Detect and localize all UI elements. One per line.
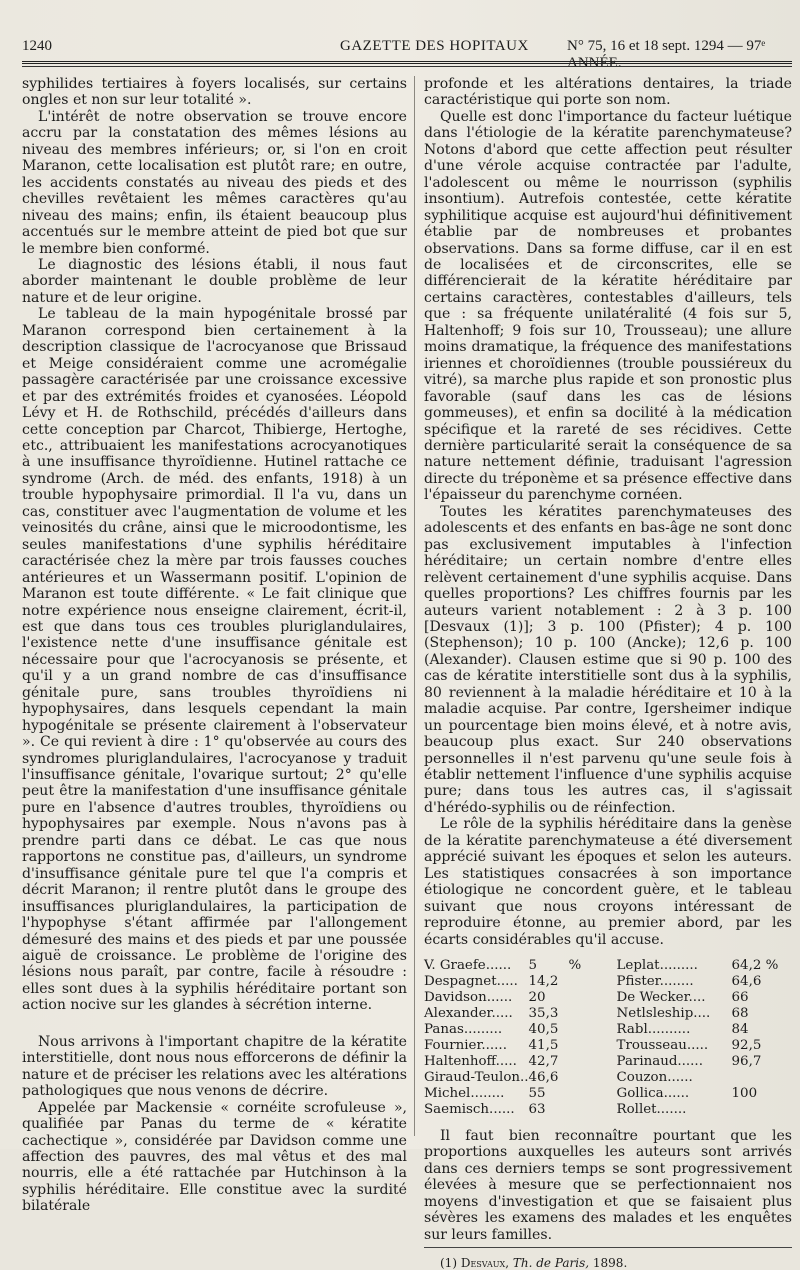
journal-title: GAZETTE DES HOPITAUX bbox=[340, 38, 529, 54]
unit-cell bbox=[569, 1070, 617, 1086]
unit-cell bbox=[569, 1006, 617, 1022]
percentage-cell: 46,6 bbox=[528, 1070, 559, 1086]
table-row bbox=[424, 974, 792, 990]
author-name-cell: Pfister........ bbox=[616, 974, 694, 990]
percentage-cell: 64,6 bbox=[731, 974, 762, 990]
author-name-cell: Despagnet..... bbox=[424, 974, 518, 990]
paragraph: Le diagnostic des lésions établi, il nous faut aborder maintenant le double problème de leur nature et de leur origine. bbox=[22, 256, 407, 306]
author-name-cell: Fournier...... bbox=[424, 1038, 507, 1054]
percentage-cell bbox=[732, 1070, 792, 1086]
paragraph: Le tableau de la main hypogénitale brossé par Maranon correspond bien certainement à la description classique de l'acrocyanose que Brissaud et Meige considéraient comme une acromégalie passagère caractérisée par une croissance excessive et par des extrémités froides et cyanosées. Léopold Lévy et H. de Rothschild, précédés d'ailleurs dans cette conception par Charcot, Thibierge, Hertoghe, etc., attribuaient les manifestations acrocyanotiques à une insuffisance thyroïdienne. Hutinel rattache ce syndrome (Arch. de méd. des enfants, 1918) à un trouble hypophysaire primordial. Il l'a vu, dans un cas, constituer avec l'augmentation de volume et les veinosités du crâne, ainsi que le microodontisme, les seules manifestations d'une syphilis héréditaire caractérisée chez la mère par trois fausses couches antérieures et un Wassermann positif. L'opinion de Maranon est toute différente. « Le fait clinique que notre expérience nous enseigne clairement, écrit-il, est que dans tous ces troubles pluriglandulaires, l'existence nette d'une insuffisance génitale est nécessaire pour que l'acrocyanosis se présente, et qu'il y a un grand nombre de cas d'insuffisance génitale pure, sans troubles thyroïdiens ni hypophysaires, dans lesquels cependant la main hypogénitale se présente clairement à l'observateur ». Ce qui revient à dire : 1° qu'observée au cours des syndromes pluriglandulaires, l'acrocyanose y traduit l'insuffisance génitale, l'ovarique surtout; 2° qu'elle peut être la manifestation d'une insuffisance génitale pure en l'absence d'autres troubles, thyroïdiens ou hypophysaires par exemple. Nous n'avons pas à prendre parti dans ce débat. Le cas que nous rapportons ne constitue pas, d'ailleurs, un syndrome d'insuffisance génitale pure tel que l'a compris et décrit Maranon; il rentre plutôt dans le groupe des insuffisances pluriglandulaires, la participation de l'hypophyse s'étant affirmée par l'allongement démesuré des mains et des pieds et par une poussée aiguë de croissance. Le problème de l'origine des lésions nous paraît, par contre, facile à résoudre : elles sont dues à la syphilis héréditaire portant son action nocive sur les glandes à sécrétion interne. bbox=[22, 306, 407, 1014]
paragraph: Toutes les kératites parenchymateuses des adolescents et des enfants en bas-âge ne sont donc pas exclusivement imputables à l'infection héréditaire; un certain nombre d'entre elles relèvent certainement d'une syphilis acquise. Dans quelles proportions? Les chiffres fournis par les auteurs varient notablement : 2 à 3 p. 100 [Desvaux (1)]; 3 p. 100 (Pfister); 4 p. 100 (Stephenson); 10 p. 100 (Ancke); 12,6 p. 100 (Alexander). Clausen estime que si 90 p. 100 des cas de kératite interstitielle sont dus à la syphilis, 80 reviennent à la maladie héréditaire et 10 à la maladie acquise. Par contre, Igersheimer indique un pourcentage bien moins élevé, et à notre avis, beaucoup plus exact. Sur 240 observations personnelles il n'est parvenu qu'une seule fois à établir nettement l'influence d'une syphilis acquise pure; dans tous les autres cas, il s'agissait d'hérédo-syphilis ou de réinfection. bbox=[424, 503, 792, 816]
section-gap bbox=[22, 1014, 407, 1034]
table-row bbox=[424, 1022, 792, 1038]
percentage-cell: 68 bbox=[731, 1006, 749, 1022]
percentage-cell bbox=[732, 1102, 792, 1118]
page-header bbox=[22, 38, 792, 71]
unit-cell bbox=[569, 1022, 617, 1038]
paragraph: Nous arrivons à l'important chapitre de la kératite interstitielle, dont nous nous efforcerons de définir la nature et de préciser les relations avec les altérations pathologiques que nous venons de décrire. bbox=[22, 1033, 407, 1100]
paragraph: Le rôle de la syphilis héréditaire dans la genèse de la kératite parenchymateuse a été diversement apprécié suivant les époques et selon les auteurs. Les statistiques consacrées à son importance étiologique ne concordent guère, et le tableau suivant que nous croyons intéressant de reproduire étonne, au premier abord, par les écarts considérables qu'il accuse. bbox=[424, 816, 792, 948]
paragraph: L'intérêt de notre observation se trouve encore accru par la constatation des mêmes lésions au niveau des membres inférieurs; or, si l'on en croit Maranon, cette localisation est plutôt rare; en outre, les accidents constatés au niveau des pieds et des chevilles revêtaient les mêmes caractères qu'au niveau des mains; enfin, ils étaient beaucoup plus accentués sur le membre atteint de pied bot que sur le membre bien conformé. bbox=[22, 108, 407, 257]
author-name-cell: Alexander..... bbox=[424, 1006, 513, 1022]
author-name-cell: De Wecker.... bbox=[616, 990, 706, 1006]
footnote-author: Desvaux, bbox=[460, 1256, 510, 1270]
percentage-cell: 96,7 bbox=[731, 1054, 762, 1070]
table-row bbox=[424, 1054, 792, 1070]
unit-cell bbox=[569, 974, 617, 990]
table-row bbox=[424, 958, 792, 974]
paragraph: syphilides tertiaires à foyers localisés, sur certains ongles et non sur leur totalité ». bbox=[22, 76, 407, 109]
author-name-cell: Davidson...... bbox=[424, 990, 513, 1006]
author-name-cell: Leplat......... bbox=[616, 958, 698, 974]
paragraph: Il faut bien reconnaître pourtant que les proportions auxquelles les auteurs sont arrivés dans ces derniers temps se sont progressivement élevées à mesure que se perfectionnaient nos moyens d'investigation et que se faisaient plus sévères les examens des malades et les enquêtes sur leurs familles. bbox=[424, 1128, 792, 1243]
header-rule bbox=[22, 61, 792, 64]
table-row bbox=[424, 1038, 792, 1054]
author-name-cell: Rabl.......... bbox=[616, 1022, 691, 1038]
footnote-year: 1898. bbox=[592, 1256, 628, 1270]
footnote-source: Th. de Paris, bbox=[512, 1256, 590, 1270]
author-name-cell: Haltenhoff..... bbox=[424, 1054, 517, 1070]
table-row bbox=[424, 990, 792, 1006]
author-name-cell: Parinaud...... bbox=[616, 1054, 703, 1070]
percentage-cell: 14,2 bbox=[528, 974, 559, 990]
percentage-cell: 5 bbox=[528, 958, 538, 974]
percentage-cell: 42,7 bbox=[528, 1054, 559, 1070]
table-row bbox=[424, 1006, 792, 1022]
unit-cell bbox=[569, 990, 617, 1006]
table-row bbox=[424, 1070, 792, 1086]
percentage-cell: 20 bbox=[528, 990, 546, 1006]
footnote-marker: (1) bbox=[440, 1256, 457, 1270]
issue-info: N° 75, 16 et 18 sept. 1294 — 97ᵉ ANNÉE. bbox=[567, 38, 766, 71]
author-name-cell: Netlsleship.... bbox=[616, 1006, 711, 1022]
column-divider bbox=[414, 76, 415, 1136]
percentage-cell: 63 bbox=[528, 1102, 546, 1118]
author-name-cell: Michel........ bbox=[424, 1086, 505, 1102]
paragraph: Appelée par Mackensie « cornéite scrofuleuse », qualifiée par Panas du terme de « kératite cachectique », considérée par Davidson comme une affection des pauvres, des mal vêtus et des mal nourris, elle a été rattachée par Hutchinson à la syphilis héréditaire. Elle constitue avec la surdité bilatérale bbox=[22, 1099, 407, 1215]
percentage-cell: 64,2 % bbox=[731, 958, 779, 974]
author-name-cell: Rollet....... bbox=[616, 1102, 687, 1118]
percentage-cell: 66 bbox=[731, 990, 749, 1006]
author-name-cell: Giraud-Teulon.. bbox=[424, 1070, 529, 1086]
unit-cell bbox=[569, 1086, 617, 1102]
footnote-rule bbox=[424, 1247, 792, 1248]
left-column bbox=[22, 76, 407, 1215]
unit-cell: % bbox=[568, 958, 582, 974]
author-name-cell: Couzon...... bbox=[616, 1070, 693, 1086]
percentage-cell: 55 bbox=[528, 1086, 546, 1102]
percentage-cell: 84 bbox=[731, 1022, 749, 1038]
right-column bbox=[424, 76, 792, 1270]
percentage-cell: 41,5 bbox=[528, 1038, 559, 1054]
statistics-table bbox=[424, 958, 792, 1118]
unit-cell bbox=[569, 1102, 617, 1118]
unit-cell bbox=[569, 1054, 617, 1070]
table-row bbox=[424, 1086, 792, 1102]
unit-cell bbox=[569, 1038, 617, 1054]
footnote bbox=[424, 1256, 792, 1270]
paragraph: Quelle est donc l'importance du facteur luétique dans l'étiologie de la kératite parenchymateuse? Notons d'abord que cette affection peut résulter d'une vérole acquise contractée par l'adulte, l'adolescent ou même le nourrisson (syphilis insontium). Autrefois contestée, cette kératite syphilitique acquise est aujourd'hui définitivement établie par de nombreuses et probantes observations. Dans sa forme diffuse, car il en est de localisées et de circonscrites, elle se différencierait de la kératite héréditaire par certains caractères, contestables d'ailleurs, tels que : sa fréquente unilatéralité (4 fois sur 5, Haltenhoff; 9 fois sur 10, Trousseau); une allure moins dramatique, la fréquence des manifestations iriennes et choroïdiennes (trouble poussiéreux du vitré), sa marche plus rapide et son pronostic plus favorable (sauf dans les cas de lésions gommeuses), et enfin sa docilité à la médication spécifique et la rareté de ses récidives. Cette dernière particularité serait la conséquence de sa nature nettement définie, traduisant l'agression directe du tréponème et sa présence effective dans l'épaisseur du parenchyme cornéen. bbox=[424, 108, 792, 504]
author-name-cell: Saemisch...... bbox=[424, 1102, 515, 1118]
percentage-cell: 92,5 bbox=[731, 1038, 762, 1054]
table-row bbox=[424, 1102, 792, 1118]
percentage-cell: 40,5 bbox=[528, 1022, 559, 1038]
header-rule-thin bbox=[22, 66, 792, 67]
page-number: 1240 bbox=[22, 38, 52, 54]
percentage-cell: 35,3 bbox=[528, 1006, 559, 1022]
percentage-cell: 100 bbox=[731, 1086, 758, 1102]
author-name-cell: Panas......... bbox=[424, 1022, 503, 1038]
paragraph: profonde et les altérations dentaires, la triade caractéristique qui porte son nom. bbox=[424, 76, 792, 109]
author-name-cell: Trousseau..... bbox=[616, 1038, 709, 1054]
author-name-cell: V. Graefe...... bbox=[424, 958, 512, 974]
author-name-cell: Gollica...... bbox=[616, 1086, 690, 1102]
